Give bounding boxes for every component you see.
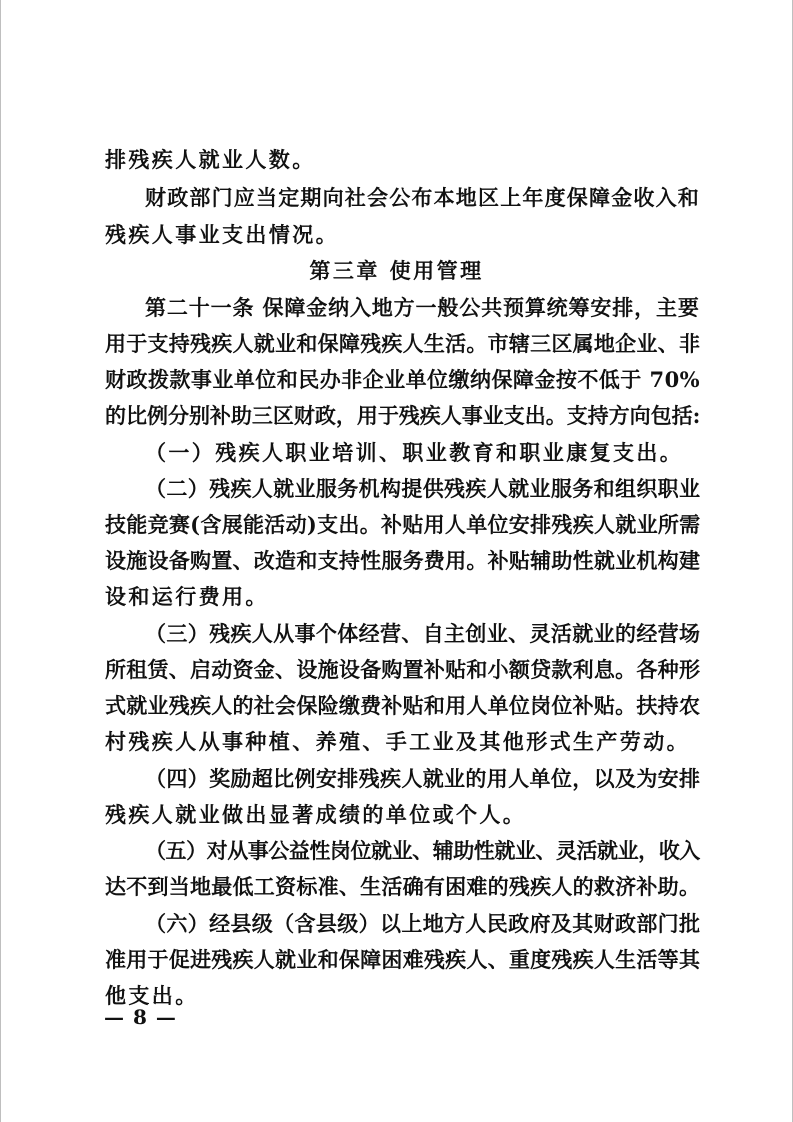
text-line-21: 达不到当地最低工资标准、生活确有困难的残疾人的救济补助。 [105,874,701,899]
text-line-14: （三）残疾人从事个体经营、自主创业、灵活就业的经营场 [145,621,701,646]
text-line-9: （一）残疾人职业培训、职业教育和职业康复支出。 [145,440,684,465]
text-line-11: 技能竞赛(含展能活动)支出。补贴用人单位安排残疾人就业所需 [105,512,701,537]
text-line-17: 村残疾人从事种植、养殖、手工业及其他形式生产劳动。 [105,729,690,754]
text-line-19: 残疾人就业做出显著成绩的单位或个人。 [105,802,527,827]
text-line-12: 设施设备购置、改造和支持性服务费用。补贴辅助性就业机构建 [105,548,701,573]
text-line-23: 准用于促进残疾人就业和保障困难残疾人、重度残疾人生活等其 [105,947,701,972]
text-line-2: 财政部门应当定期向社会公布本地区上年度保障金收入和 [145,185,700,210]
text-line-13: 设和运行费用。 [105,584,269,609]
text-line-1: 排残疾人就业人数。 [105,147,316,172]
text-line-5: 第二十一条 保障金纳入地方一般公共预算统筹安排，主要 [145,295,700,320]
text-line-16: 式就业残疾人的社会保险缴费补贴和用人单位岗位补贴。扶持农 [105,693,701,718]
text-line-10: （二）残疾人就业服务机构提供残疾人就业服务和组织职业 [145,476,701,501]
page-border-left [0,0,1,1122]
chapter-heading: 第三章 使用管理 [309,258,484,283]
text-line-3: 残疾人事业支出情况。 [105,222,339,247]
text-line-6: 用于支持残疾人就业和保障残疾人生活。市辖三区属地企业、非 [105,331,701,356]
text-line-15: 所租赁、启动资金、设施设备购置补贴和小额贷款利息。各种形 [105,657,701,682]
text-line-18: （四）奖励超比例安排残疾人就业的用人单位，以及为安排 [145,766,701,791]
text-line-20: （五）对从事公益性岗位就业、辅助性就业、灵活就业，收入 [145,838,700,863]
text-line-7: 财政拨款事业单位和民办非企业单位缴纳保障金按不低于 70% [105,367,701,392]
text-line-22: （六）经县级（含县级）以上地方人民政府及其财政部门批 [145,911,701,936]
page-number: — 8 — [104,1005,177,1029]
text-line-24: 他支出。 [105,983,199,1008]
text-line-8: 的比例分别补助三区财政，用于残疾人事业支出。支持方向包括: [105,403,701,428]
